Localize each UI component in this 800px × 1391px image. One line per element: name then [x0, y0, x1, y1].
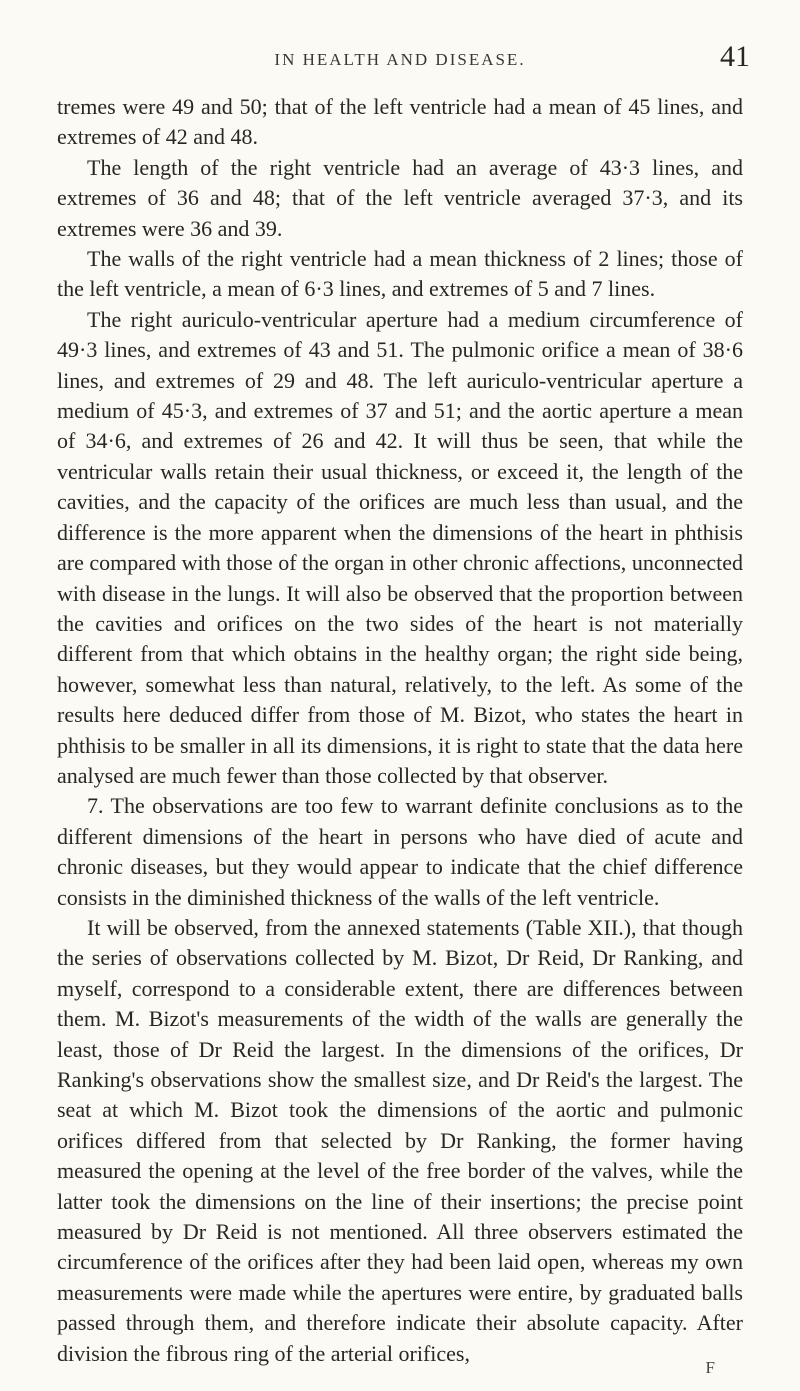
page-number: 41 [720, 40, 750, 73]
signature-mark: F [705, 1358, 715, 1377]
body-text [57, 92, 743, 1369]
paragraph-comparison: It will be observed, from the annexed statements (Table XII.), that though the series of observations collected by M. Bizot, Dr Reid, Dr Ranking, and myself, correspond to a considerable extent, there are differences between them. M. Bizot's measurements of the width of the walls are generally the least, those of Dr Reid the largest. In the dimensions of the orifices, Dr Ranking's observations show the smallest size, and Dr Reid's the largest. The seat at which M. Bizot took the dimensions of the aortic and pulmonic orifices differed from that selected by Dr Ranking, the former having measured the opening at the level of the free border of the valves, while the latter took the dimensions on the line of their insertions; the precise point measured by Dr Reid is not mentioned. All three observers estimated the circumference of the orifices after they had been laid open, whereas my own measurements were made while the apertures were entire, by graduated balls passed through them, and therefore indicate their absolute capacity. After division the fibrous ring of the arterial orifices, [57, 914, 743, 1366]
running-head: IN HEALTH AND DISEASE. [274, 50, 526, 69]
paragraph-wall-thickness: The walls of the right ventricle had a mean thickness of 2 lines; those of the left ventricle, a mean of 6·3 lines, and extremes of 5 and 7 lines. [57, 246, 743, 302]
paragraph-continuation: tremes were 49 and 50; that of the left ventricle had a mean of 45 lines, and extremes of 42 and 48. [57, 94, 743, 150]
page-header [55, 40, 750, 80]
paragraph-observations: 7. The observations are too few to warrant definite conclusions as to the different dimensions of the heart in persons who have died of acute and chronic diseases, but they would appear to indicate that the chief difference consists in the diminished thickness of the walls of the left ventricle. [57, 793, 743, 910]
paragraph-apertures: The right auriculo-ventricular aperture had a medium circumference of 49·3 lines, and extremes of 43 and 51. The pulmonic orifice a mean of 38·6 lines, and extremes of 29 and 48. The left auriculo-ventricular aperture a medium of 45·3, and extremes of 37 and 51; and the aortic aperture a mean of 34·6, and extremes of 26 and 42. It will thus be seen, that while the ventricular walls retain their usual thickness, or exceed it, the length of the cavities, and the capacity of the orifices are much less than usual, and the difference is the more apparent when the dimensions of the heart in phthisis are compared with those of the organ in other chronic affections, unconnected with disease in the lungs. It will also be observed that the proportion between the cavities and orifices on the two sides of the heart is not materially different from that which obtains in the healthy organ; the right side being, however, somewhat less than natural, relatively, to the left. As some of the results here deduced differ from those of M. Bizot, who states the heart in phthisis to be smaller in all its dimensions, it is right to state that the data here analysed are much fewer than those collected by that observer. [57, 306, 743, 788]
paragraph-ventricle-length: The length of the right ventricle had an average of 43·3 lines, and extremes of 36 and 48; that of the left ventricle averaged 37·3, and its extremes were 36 and 39. [57, 154, 743, 241]
